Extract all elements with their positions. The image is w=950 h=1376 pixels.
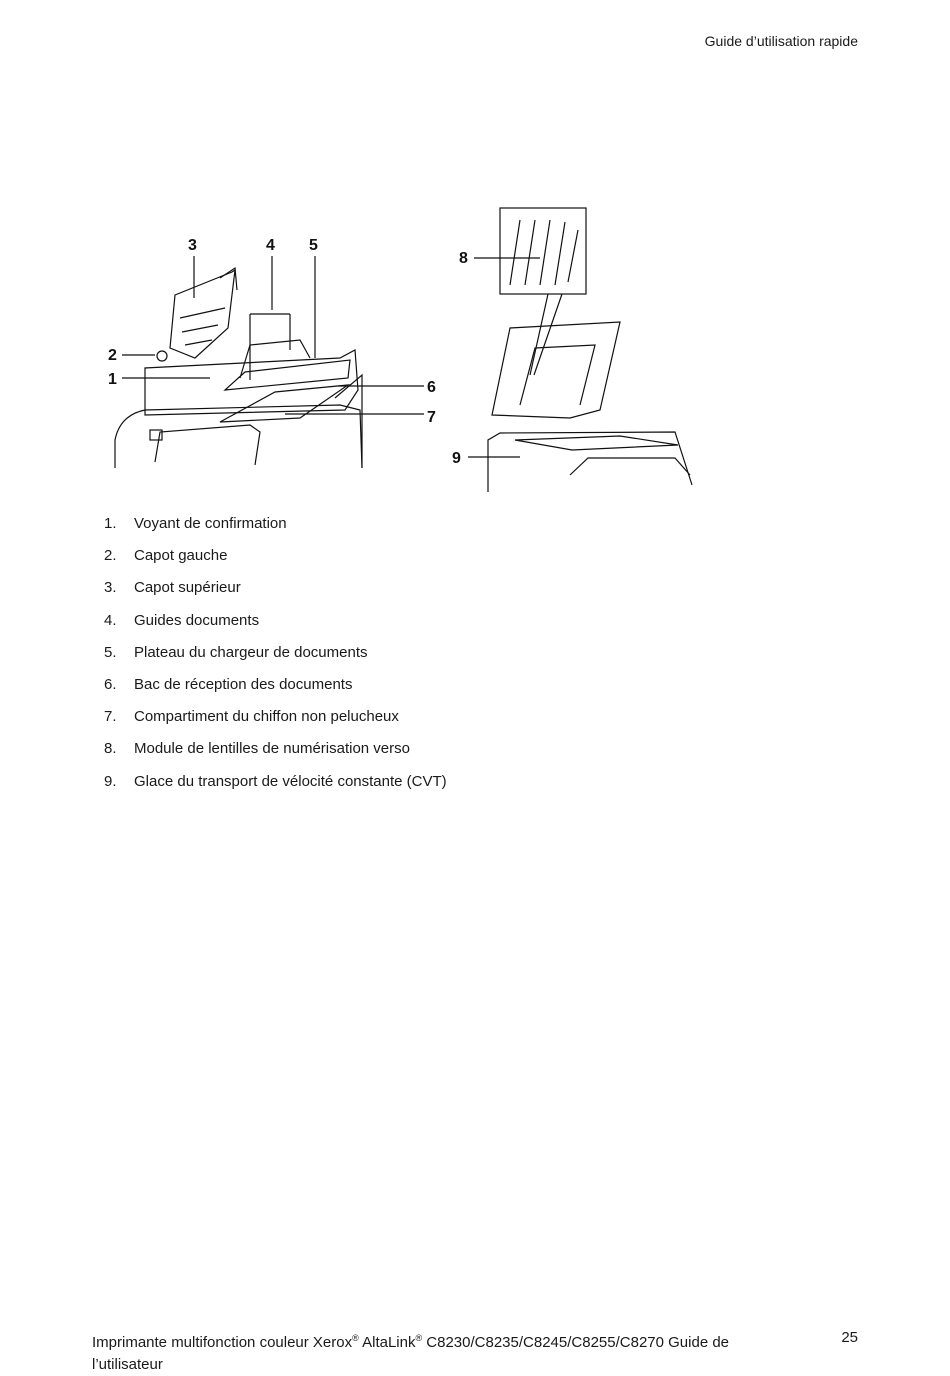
legend-item [104, 546, 447, 578]
printer-left-panel [155, 425, 260, 465]
footer-title-part1: Imprimante multifonction couleur Xerox [92, 1334, 353, 1351]
legend-label: Module de lentilles de numérisation verso [134, 740, 410, 758]
legend-item [104, 707, 447, 739]
legend-number: 4. [104, 611, 117, 629]
adf-top-cover-detail [180, 308, 225, 345]
registered-mark: ® [352, 1333, 359, 1343]
adf-left-knob [157, 351, 167, 361]
callout-5: 5 [309, 237, 318, 254]
duplex-lens-inset [500, 208, 586, 294]
legend-label: Glace du transport de vélocité constante (CVT) [134, 772, 447, 790]
printer-right-raised-adf [492, 322, 620, 418]
page-header: Guide d’utilisation rapide [704, 33, 858, 49]
legend-item [104, 772, 447, 804]
legend-item [104, 578, 447, 610]
printer-right-glass [515, 436, 678, 450]
adf-top-cover [170, 270, 235, 358]
legend-label: Voyant de confirmation [134, 515, 287, 532]
legend-item [104, 643, 447, 675]
legend-number: 6. [104, 675, 117, 693]
callout-6: 6 [427, 379, 436, 396]
legend-item [104, 514, 447, 546]
callout-4: 4 [266, 237, 275, 254]
registered-mark: ® [415, 1333, 423, 1343]
legend-label: Capot gauche [134, 547, 228, 565]
footer-title-part3: C8230/C8235/C8245/C8255/C8270 Guide de l’utilisateur [92, 1334, 730, 1373]
callout-7: 7 [427, 409, 436, 426]
legend-label: Bac de réception des documents [134, 675, 353, 693]
printer-diagram [100, 200, 700, 500]
legend-label: Capot supérieur [134, 579, 241, 597]
footer-title-part2: AltaLink [358, 1334, 416, 1351]
legend-number: 7. [104, 708, 117, 726]
legend-number: 8. [104, 740, 117, 758]
callout-3: 3 [188, 237, 197, 254]
legend-number: 9. [104, 772, 117, 790]
legend-item [104, 739, 447, 771]
callout-1: 1 [108, 371, 117, 388]
document-feeder-illustration [100, 200, 700, 500]
callout-8: 8 [459, 250, 468, 267]
legend-item [104, 611, 447, 643]
legend-number: 3. [104, 579, 117, 597]
printer-right-panel [570, 458, 690, 475]
printer-right-adf-inner [520, 345, 595, 405]
page-number: 25 [841, 1329, 858, 1346]
adf-output-tray [220, 385, 348, 422]
legend-label: Compartiment du chiffon non pelucheux [134, 708, 399, 726]
callout-9: 9 [452, 450, 461, 467]
legend-label: Plateau du chargeur de documents [134, 643, 368, 661]
duplex-lens-inset-detail [510, 220, 578, 285]
legend-label: Guides documents [134, 611, 260, 629]
inset-pointer [530, 294, 562, 375]
callout-2: 2 [108, 347, 117, 364]
legend-number: 2. [104, 547, 117, 565]
legend-item [104, 675, 447, 707]
legend-number: 1. [104, 515, 117, 532]
legend-number: 5. [104, 643, 117, 661]
legend-list [104, 514, 447, 804]
